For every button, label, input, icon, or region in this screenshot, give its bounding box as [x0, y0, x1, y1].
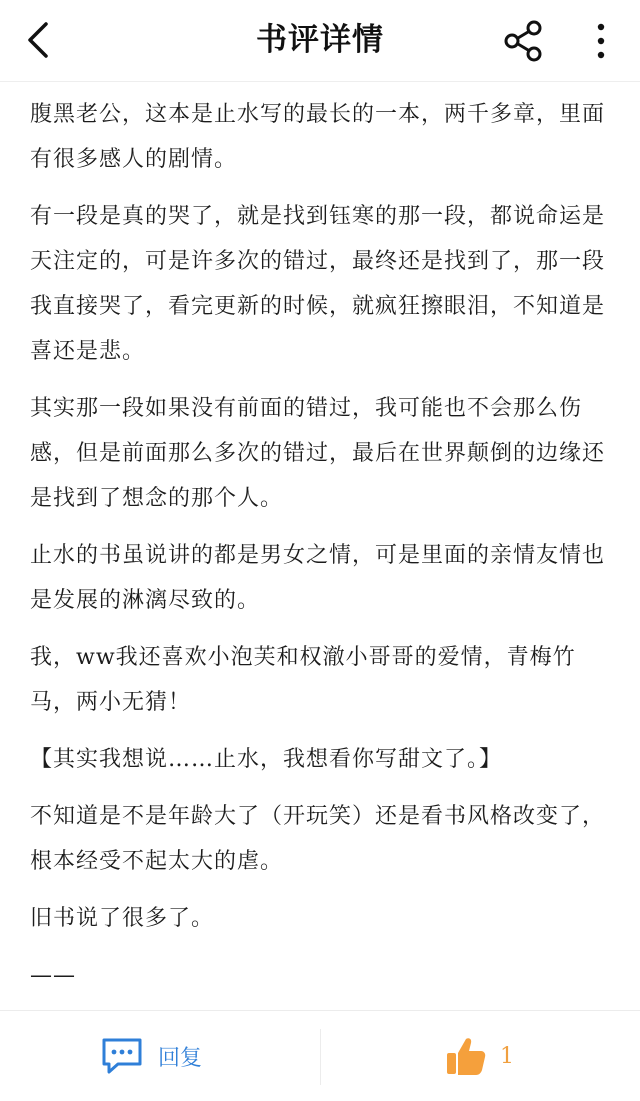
review-paragraph: 不知道是不是年龄大了（开玩笑）还是看书风格改变了，根本经受不起太大的虐。	[30, 804, 606, 874]
comment-icon	[100, 1036, 144, 1076]
like-count: 1	[500, 1043, 514, 1069]
chevron-left-icon	[18, 18, 62, 62]
reply-button[interactable]	[100, 1031, 270, 1081]
more-button[interactable]	[584, 18, 618, 64]
back-button[interactable]	[18, 18, 62, 62]
share-button[interactable]	[500, 18, 546, 64]
review-paragraph: 旧书说了很多了。	[30, 906, 215, 931]
review-paragraph: 有一段是真的哭了，就是找到钰寒的那一段，都说命运是天注定的，可是许多次的错过，最终还是找到了，那一段我直接哭了，看完更新的时候，就疯狂擦眼泪，不知道是喜还是悲。	[30, 204, 606, 364]
review-paragraph: 腹黑老公，这本是止水写的最长的一本，两千多章，里面有很多感人的剧情。	[30, 102, 606, 172]
more-vertical-icon	[584, 18, 618, 64]
thumbs-up-icon	[444, 1035, 488, 1077]
review-paragraph: 止水的书虽说讲的都是男女之情，可是里面的亲情友情也是发展的淋漓尽致的。	[30, 543, 606, 613]
reply-label: 回复	[158, 1045, 203, 1071]
like-button[interactable]	[444, 1031, 564, 1081]
bottom-action-bar	[0, 1010, 640, 1101]
share-icon	[500, 18, 546, 64]
review-content	[30, 92, 615, 1010]
review-paragraph: 我，ww我还喜欢小泡芙和权澈小哥哥的爱情，青梅竹马，两小无猜！	[30, 645, 576, 715]
review-paragraph: 其实那一段如果没有前面的错过，我可能也不会那么伤感，但是前面那么多次的错过，最后在世界颠倒的边缘还是找到了想念的那个人。	[30, 396, 606, 511]
bottom-divider	[320, 1029, 321, 1085]
review-paragraph: ——	[30, 963, 76, 988]
top-bar	[0, 0, 640, 82]
page-title: 书评详情	[256, 22, 384, 58]
review-paragraph: 【其实我想说……止水，我想看你写甜文了。】	[30, 747, 503, 772]
